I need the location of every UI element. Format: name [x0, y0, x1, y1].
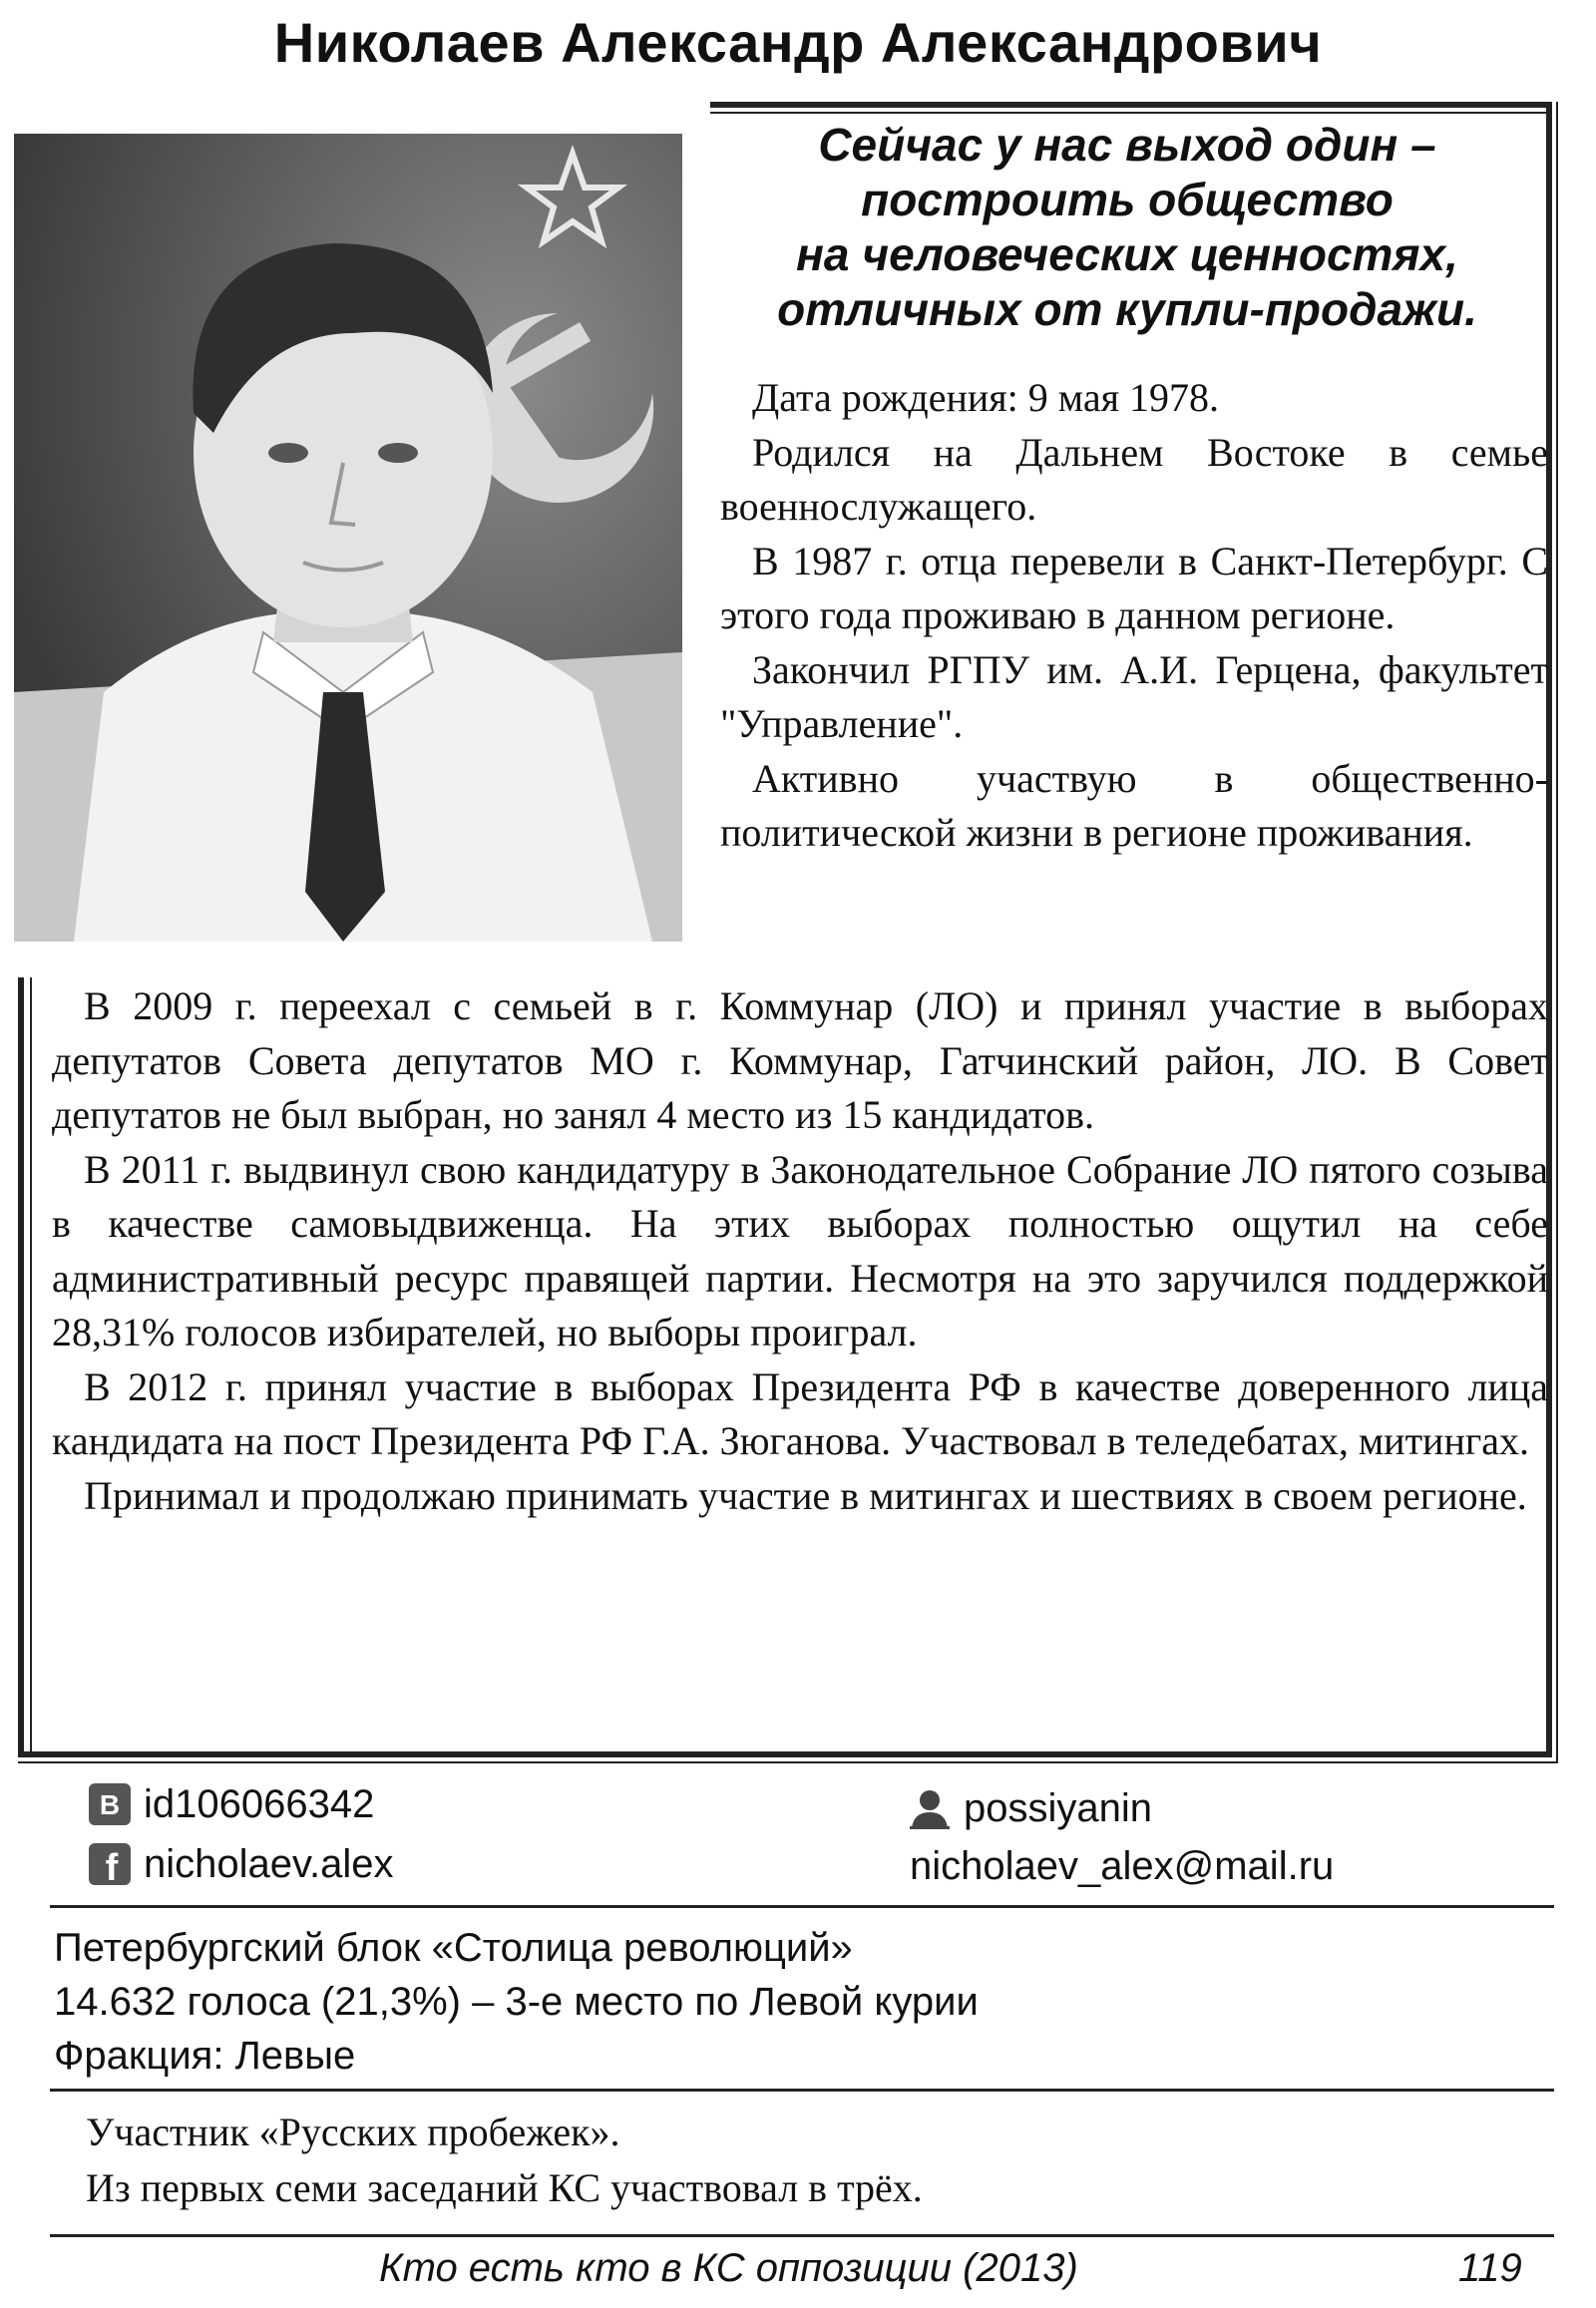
vk-id[interactable]: id106066342 [144, 1782, 375, 1826]
facebook-contact [88, 1839, 394, 1889]
bio-paragraph: Закончил РГПУ им. А.И. Герцена, факультет "Управление". [720, 646, 1548, 746]
frame-top-thick [710, 102, 1546, 108]
frame-right-thin [1556, 102, 1558, 1761]
portrait-illustration [14, 134, 682, 942]
notes-block [86, 2105, 923, 2216]
portrait-photo [14, 134, 682, 942]
quote-line: Сейчас у нас выход один – [818, 119, 1436, 171]
faction-name: Фракция: Левые [54, 2034, 356, 2078]
quote-line: построить общество [861, 174, 1394, 225]
bio-paragraph: Принимал и продолжаю принимать участие в митингах и шествиях в своем регионе. [84, 1472, 1527, 1518]
facebook-id[interactable]: nicholaev.alex [144, 1842, 394, 1886]
separator-line [50, 2234, 1554, 2237]
person-name-heading: Николаев Александр Александрович [273, 11, 1323, 74]
user-icon [908, 1786, 952, 1830]
email-contact [910, 1841, 1334, 1891]
note-line: Из первых семи заседаний КС участвовал в трёх. [86, 2165, 923, 2210]
votes-result: 14.632 голоса (21,3%) – 3-е место по Левой курии [54, 1980, 979, 2024]
frame-left-thick [18, 977, 24, 1757]
election-result [54, 1921, 979, 2083]
vk-icon-letter: B [99, 1789, 121, 1820]
separator-line [50, 1905, 1554, 1908]
skype-contact [908, 1783, 1152, 1833]
frame-bottom-thin [18, 1761, 1558, 1763]
bio-paragraph: Дата рождения: 9 мая 1978. [752, 375, 1219, 420]
quote-line: на человеческих ценностях, [796, 228, 1458, 280]
vk-icon [88, 1782, 132, 1826]
page-number: 119 [1458, 2246, 1522, 2290]
fb-icon-letter: f [105, 1847, 119, 1886]
vk-contact [88, 1779, 374, 1829]
quote-block [718, 118, 1536, 337]
bio-paragraph: В 2009 г. переехал с семьей в г. Коммунар (ЛО) и принял участие в выборах депутатов Совета депутатов МО г. Коммунар, Гатчинский район, ЛО. В Совет депутатов не был выбран, но занял 4 место из 15 кандидатов. [52, 983, 1548, 1137]
bio-paragraph: Активно участвую в общественно-политической жизни в регионе проживания. [720, 755, 1548, 855]
bio-paragraph: В 1987 г. отца перевели в Санкт-Петербург. С этого года проживаю в данном регионе. [720, 538, 1548, 637]
facebook-icon [88, 1842, 132, 1886]
book-title-footer: Кто есть кто в КС оппозиции (2013) [379, 2246, 1078, 2290]
biography-top [720, 371, 1548, 861]
bio-paragraph: В 2011 г. выдвинул свою кандидатуру в Законодательное Собрание ЛО пятого созыва в качестве самовыдвиженца. На этих выборах полностью ощутил на себе административный ресурс правящей партии. Несмотря на это заручился поддержкой 28,31% голосов избирателей, но выборы проиграл. [52, 1146, 1548, 1354]
bio-paragraph: Родился на Дальнем Востоке в семье военнослужащего. [720, 429, 1548, 529]
frame-bottom-thick [18, 1751, 1552, 1757]
bloc-name: Петербургский блок «Столица революций» [54, 1926, 853, 1970]
skype-id[interactable]: possiyanin [964, 1786, 1153, 1830]
email-address[interactable]: nicholaev_alex@mail.ru [910, 1844, 1335, 1888]
note-line: Участник «Русских пробежек». [86, 2110, 620, 2154]
biography-bottom [52, 979, 1548, 1523]
quote-line: отличных от купли-продажи. [777, 283, 1477, 335]
separator-line [50, 2089, 1554, 2092]
bio-paragraph: В 2012 г. принял участие в выборах Президента РФ в качестве доверенного лица кандидата на пост Президента РФ Г.А. Зюганова. Участвовал в теледебатах, митингах. [52, 1363, 1548, 1463]
frame-left-thin [30, 977, 32, 1753]
frame-top-thin [710, 112, 1546, 114]
